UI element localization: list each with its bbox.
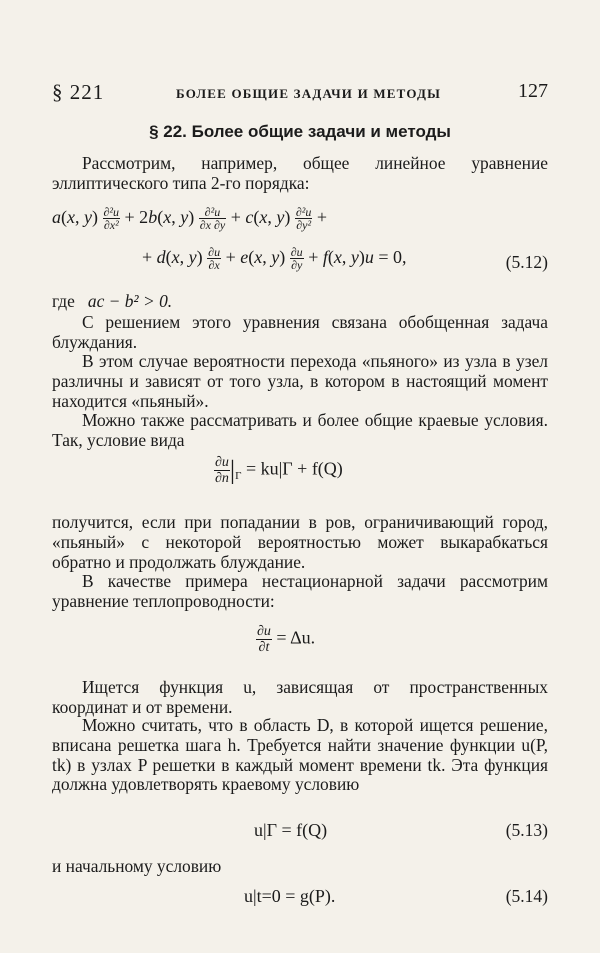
fraction-d2u-dy2: $\frac{\text{∂²u}}{\text{∂y²}}$ xyxy=(295,205,312,232)
equation-5-12-line2: + d(x, y) $\frac{\partial u}{\partial x}$ + e(x, y) $\frac{\partial u}{\partial y}$ + f(x, y)u = 0, xyxy=(142,245,407,272)
equation-heat xyxy=(256,624,315,655)
paragraph-transition-probabilities: В этом случае вероятности перехода «пьяного» из узла в узел различны и зависят от того узла, в котором в настоящий момент находится «пьяный». xyxy=(52,351,548,411)
header-running-title: БОЛЕЕ ОБЩИЕ ЗАДАЧИ И МЕТОДЫ xyxy=(176,86,442,101)
fraction-du-dt: $\frac{\partial u}{\partial t}$ xyxy=(257,624,271,655)
page-number: 127 xyxy=(518,80,548,102)
equation-5-12-line1: a(x, y) $\frac{\text{∂²u}}{\text{∂x²}}$ + 2b(x, y) $\frac{\text{∂²u}}{\partial x \partial y}$ + c(x, y) $\frac{\text{∂²u}}{\text{∂y²}}$ + xyxy=(52,205,328,232)
fraction-d2u-dxdy: $\frac{\text{∂²u}}{\partial x \partial y}$ xyxy=(199,205,226,232)
equation-boundary-condition: $\frac{\partial u}{\partial n}$ $|_\Gamma = ku|\Gamma + f(Q)$ xyxy=(215,455,343,486)
paragraph-intro: Рассмотрим, например, общее линейное уравнение эллиптического типа 2-го порядка: xyxy=(52,153,548,193)
paragraph-grid: Можно считать, что в область D, в которой ищется решение, вписана решетка шага h. Требуется найти значение функции u(P, tk) в узлах P решетки в каждый момент времени tk. Эта функция должна удовлетворять краевому условию xyxy=(52,715,548,795)
condition-expression: ac − b² > 0. xyxy=(87,291,173,311)
running-header xyxy=(52,80,552,108)
fraction-du-dy: $\frac{\partial u}{\partial y}$ xyxy=(290,245,303,272)
header-section-ref: § 221 xyxy=(52,80,105,104)
paragraph-function-search: Ищется функция u, зависящая от пространственных координат и от времени. xyxy=(52,677,548,717)
equation-number-5-14: (5.14) xyxy=(505,886,548,906)
boundary-condition-rhs: = ku|Γ + f(Q) xyxy=(246,458,343,479)
paragraph-ditch: получится, если при попадании в ров, ограничивающий город, «пьяный» с некоторой вероятностью может выкарабкаться обратно и продолжать блуждание. xyxy=(52,512,548,572)
section-title: § 22. Более общие задачи и методы xyxy=(149,122,451,141)
paragraph-generalized-walk: С решением этого уравнения связана обобщенная задача блуждания. xyxy=(52,312,548,352)
paragraph-initial-condition: и начальному условию xyxy=(52,856,222,876)
equation-5-14: u|t=0 = g(P). xyxy=(244,886,336,906)
where-word: где xyxy=(52,291,75,311)
fraction-du-dn: $\frac{\partial u}{\partial n}$ xyxy=(215,455,229,486)
condition-line xyxy=(52,292,548,312)
equation-number-5-12: (5.12) xyxy=(505,252,548,272)
equation-5-13: u|Γ = f(Q) xyxy=(254,820,328,840)
fraction-du-dx: $\frac{\partial u}{\partial x}$ xyxy=(208,245,221,272)
paragraph-boundary-conditions: Можно также рассматривать и более общие краевые условия. Так, условие вида xyxy=(52,410,548,450)
paragraph-nonstationary: В качестве примера нестационарной задачи рассмотрим уравнение теплопроводности: xyxy=(52,571,548,611)
fraction-d2u-dx2: $\frac{\text{∂²u}}{\text{∂x²}}$ xyxy=(103,205,120,232)
heat-equation-rhs: = Δu. xyxy=(276,627,316,648)
equation-number-5-13: (5.13) xyxy=(505,820,548,840)
